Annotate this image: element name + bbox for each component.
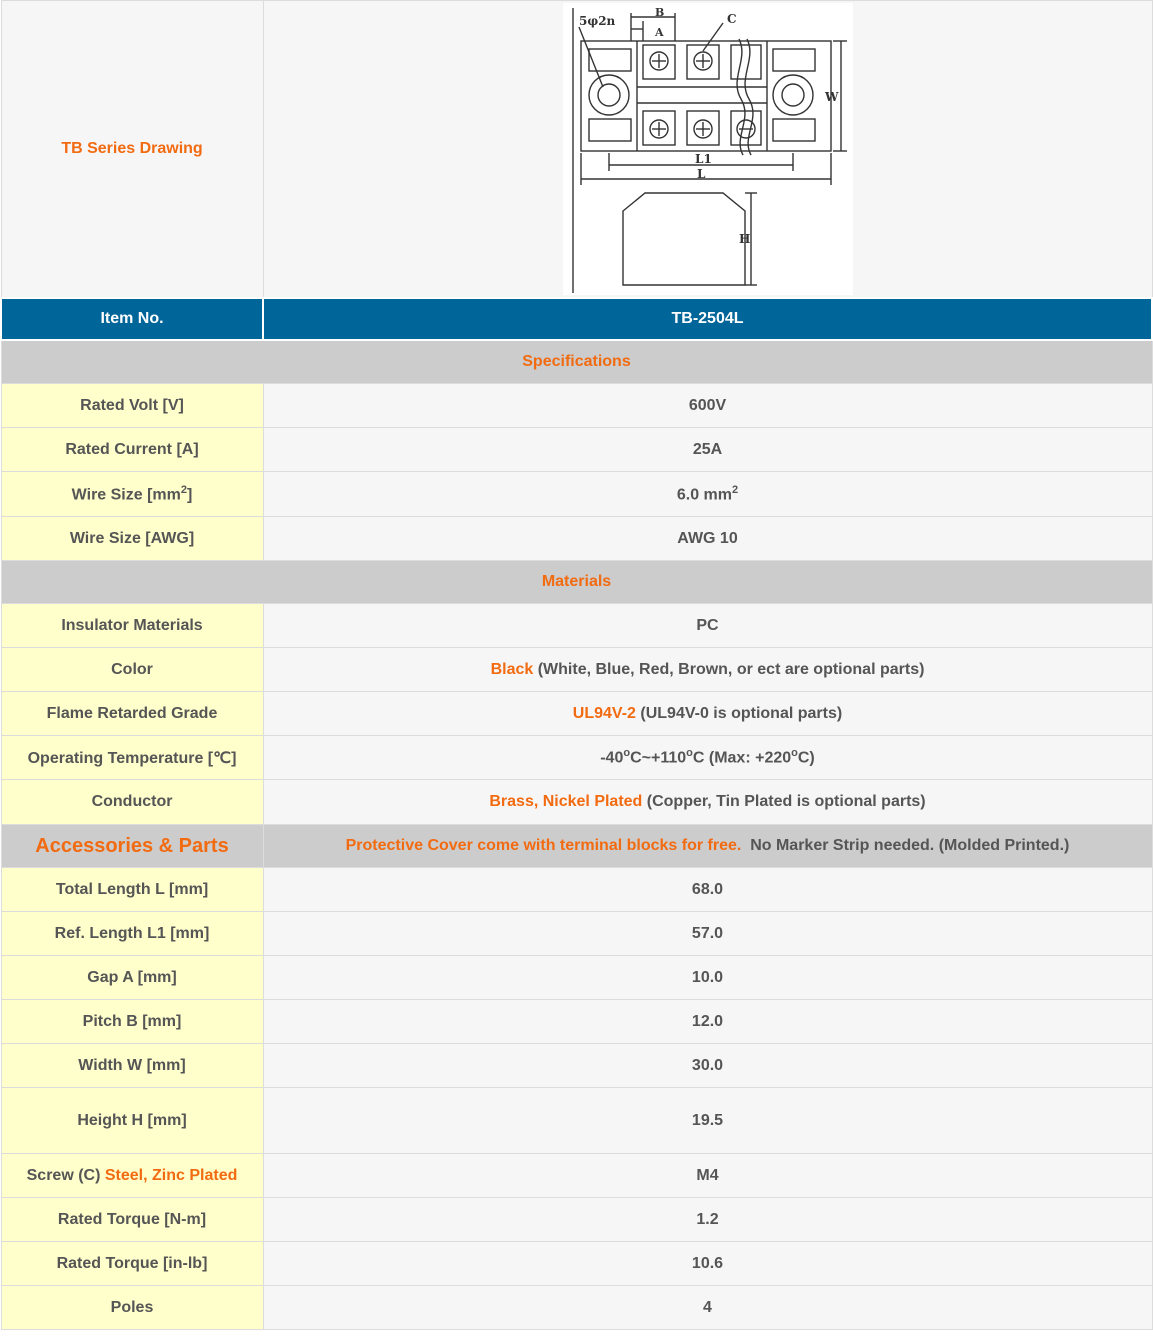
accessories-row xyxy=(1,825,1152,868)
insulator-value: PC xyxy=(263,604,1152,648)
color-value: Black (White, Blue, Red, Brown, or ect are optional parts) xyxy=(263,648,1152,692)
pitch-value: 12.0 xyxy=(263,1000,1152,1044)
dim-h-text: H xyxy=(738,232,750,246)
screw-value: M4 xyxy=(263,1154,1152,1198)
accessories-value: Protective Cover come with terminal blocks for free. No Marker Strip needed. (Molded Printed.) xyxy=(263,825,1152,868)
dim-hole-text: 5φ2n xyxy=(578,14,615,28)
pitch-row xyxy=(1,1000,1152,1044)
rated-volt-row xyxy=(1,384,1152,428)
height-value: 19.5 xyxy=(263,1088,1152,1154)
screw-row xyxy=(1,1154,1152,1198)
rated-current-value: 25A xyxy=(263,428,1152,472)
color-row xyxy=(1,648,1152,692)
dim-l1-text: L1 xyxy=(694,152,712,166)
materials-heading: Materials xyxy=(1,561,1152,604)
rated-current-label: Rated Current [A] xyxy=(1,428,263,472)
accessories-label: Accessories & Parts xyxy=(1,825,263,868)
height-label: Height H [mm] xyxy=(1,1088,263,1154)
temperature-row xyxy=(1,736,1152,780)
insulator-label: Insulator Materials xyxy=(1,604,263,648)
height-row xyxy=(1,1088,1152,1154)
tb-series-drawing xyxy=(563,3,853,295)
poles-value: 4 xyxy=(263,1286,1152,1330)
dim-a-text: A xyxy=(654,26,664,39)
ref-length-value: 57.0 xyxy=(263,912,1152,956)
screw-label: Screw (C) Steel, Zinc Plated xyxy=(1,1154,263,1198)
total-length-row xyxy=(1,868,1152,912)
wire-size-mm-row xyxy=(1,472,1152,517)
drawing-row xyxy=(1,1,1152,299)
torque-inlb-label: Rated Torque [in-lb] xyxy=(1,1242,263,1286)
rated-volt-value: 600V xyxy=(263,384,1152,428)
rated-current-row xyxy=(1,428,1152,472)
wire-size-awg-label: Wire Size [AWG] xyxy=(1,517,263,561)
torque-inlb-row xyxy=(1,1242,1152,1286)
temperature-value: $-40^oC\sim+110^oC$ (Max: $+220^oC$) xyxy=(263,736,1152,780)
conductor-row xyxy=(1,780,1152,825)
temperature-label: Operating Temperature [℃] xyxy=(1,736,263,780)
dim-w-text: W xyxy=(824,90,838,104)
dim-c-text: C xyxy=(726,12,737,26)
torque-nm-label: Rated Torque [N-m] xyxy=(1,1198,263,1242)
item-no-value: TB-2504L xyxy=(263,298,1152,340)
total-length-value: 68.0 xyxy=(263,868,1152,912)
conductor-label: Conductor xyxy=(1,780,263,825)
wire-size-mm-value: 6.0 $mm^2$ xyxy=(263,472,1152,517)
insulator-row xyxy=(1,604,1152,648)
color-label: Color xyxy=(1,648,263,692)
wire-size-mm-label: Wire Size $[mm^2]$ xyxy=(1,472,263,517)
item-header-row xyxy=(1,298,1152,340)
ref-length-label: Ref. Length L1 [mm] xyxy=(1,912,263,956)
wire-size-awg-value: AWG 10 xyxy=(263,517,1152,561)
specifications-heading: Specifications xyxy=(1,340,1152,384)
width-label: Width W [mm] xyxy=(1,1044,263,1088)
width-row xyxy=(1,1044,1152,1088)
flame-row xyxy=(1,692,1152,736)
drawing-label: TB Series Drawing xyxy=(1,1,263,299)
gap-row xyxy=(1,956,1152,1000)
rated-volt-label: Rated Volt [V] xyxy=(1,384,263,428)
poles-row xyxy=(1,1286,1152,1330)
dim-l-text: L xyxy=(696,167,705,181)
gap-label: Gap A [mm] xyxy=(1,956,263,1000)
materials-section-row xyxy=(1,561,1152,604)
torque-inlb-value: 10.6 xyxy=(263,1242,1152,1286)
gap-value: 10.0 xyxy=(263,956,1152,1000)
poles-label: Poles xyxy=(1,1286,263,1330)
torque-nm-row xyxy=(1,1198,1152,1242)
total-length-label: Total Length L [mm] xyxy=(1,868,263,912)
specifications-section-row xyxy=(1,340,1152,384)
drawing-cell xyxy=(263,1,1152,299)
pitch-label: Pitch B [mm] xyxy=(1,1000,263,1044)
flame-value: UL94V-2 (UL94V-0 is optional parts) xyxy=(263,692,1152,736)
item-no-label: Item No. xyxy=(1,298,263,340)
conductor-value: Brass, Nickel Plated (Copper, Tin Plated is optional parts) xyxy=(263,780,1152,825)
flame-label: Flame Retarded Grade xyxy=(1,692,263,736)
wire-size-awg-row xyxy=(1,517,1152,561)
width-value: 30.0 xyxy=(263,1044,1152,1088)
ref-length-row xyxy=(1,912,1152,956)
dim-b-text: B xyxy=(654,6,664,19)
torque-nm-value: 1.2 xyxy=(263,1198,1152,1242)
